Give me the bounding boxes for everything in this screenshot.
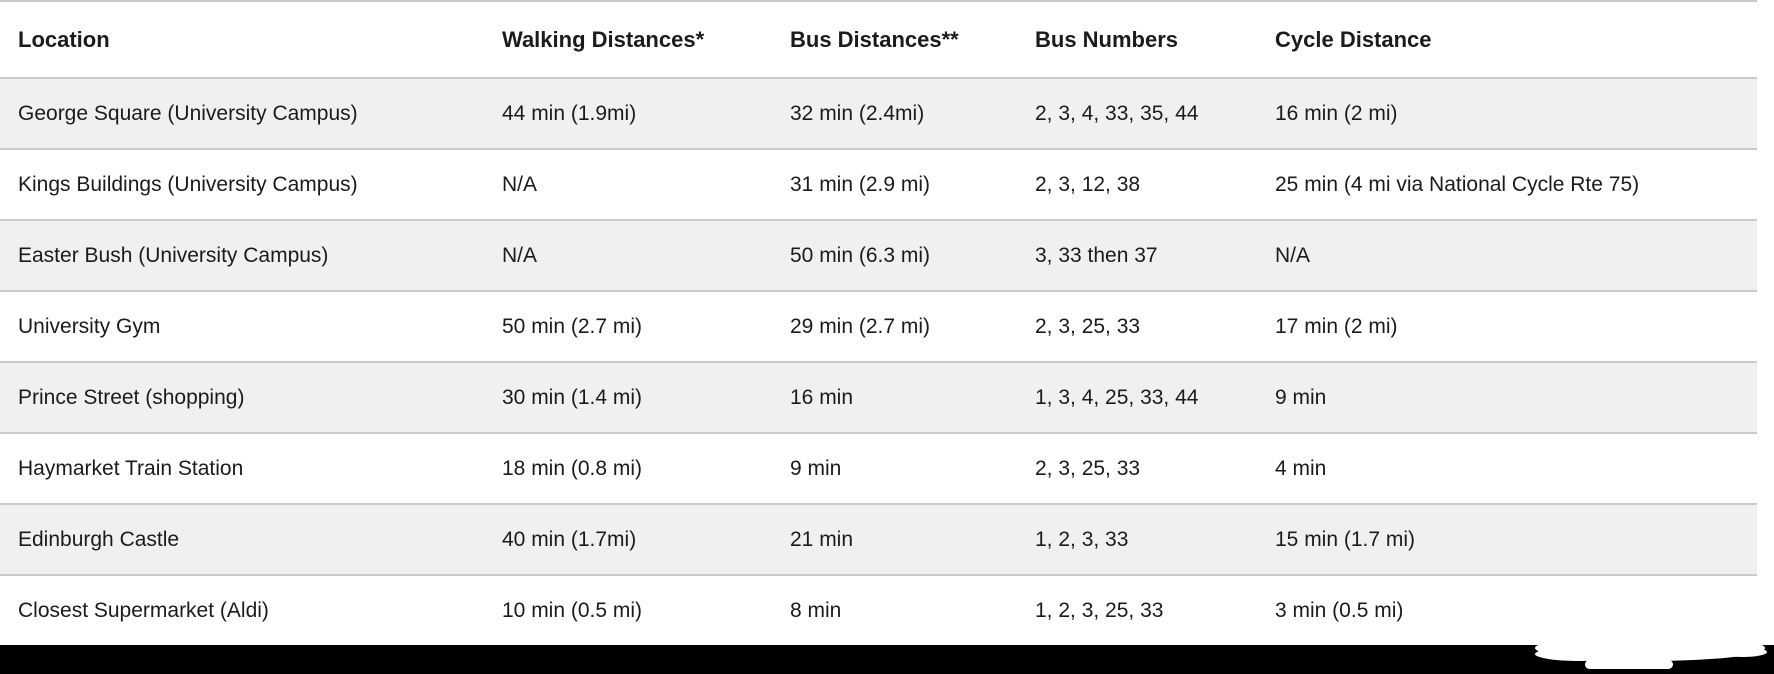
table-cell-location: George Square (University Campus) [0, 78, 484, 149]
table-cell-bus-numbers: 2, 3, 25, 33 [1017, 433, 1257, 504]
table-cell-walking-distance: 40 min (1.7mi) [484, 504, 772, 575]
table-cell-location: Easter Bush (University Campus) [0, 220, 484, 291]
table-cell-location: Haymarket Train Station [0, 433, 484, 504]
table-header-row [0, 1, 1757, 78]
column-header-location: Location [18, 26, 110, 52]
table-cell-bus-numbers: 2, 3, 12, 38 [1017, 149, 1257, 220]
table-cell-cycle-distance: 15 min (1.7 mi) [1257, 504, 1757, 575]
column-header-cycle-distance: Cycle Distance [1275, 26, 1432, 52]
table-cell-cycle-distance: 4 min [1257, 433, 1757, 504]
table-cell-bus-distance: 32 min (2.4mi) [772, 78, 1017, 149]
table-cell-walking-distance: 18 min (0.8 mi) [484, 433, 772, 504]
table-cell-cycle-distance: 9 min [1257, 362, 1757, 433]
column-header-bus-numbers: Bus Numbers [1035, 26, 1179, 52]
table-row [0, 433, 1757, 504]
table-cell-location: Kings Buildings (University Campus) [0, 149, 484, 220]
table-cell-location: Prince Street (shopping) [0, 362, 484, 433]
table-cell-walking-distance: N/A [484, 149, 772, 220]
table-cell-bus-distance: 8 min [772, 575, 1017, 645]
table-cell-location: Closest Supermarket (Aldi) [0, 575, 484, 645]
column-header-walking-distances: Walking Distances* [502, 26, 705, 52]
table-row [0, 149, 1757, 220]
bottom-black-bar [0, 645, 1774, 674]
table-cell-bus-numbers: 1, 2, 3, 33 [1017, 504, 1257, 575]
table-cell-bus-distance: 21 min [772, 504, 1017, 575]
table-cell-cycle-distance: 17 min (2 mi) [1257, 291, 1757, 362]
table-cell-bus-distance: 16 min [772, 362, 1017, 433]
table-row [0, 220, 1757, 291]
table-cell-bus-numbers: 2, 3, 4, 33, 35, 44 [1017, 78, 1257, 149]
table-cell-bus-distance: 9 min [772, 433, 1017, 504]
table-cell-cycle-distance: N/A [1257, 220, 1757, 291]
table-cell-bus-numbers: 2, 3, 25, 33 [1017, 291, 1257, 362]
table-cell-bus-numbers: 1, 2, 3, 25, 33 [1017, 575, 1257, 645]
table-cell-cycle-distance: 3 min (0.5 mi) [1257, 575, 1757, 645]
table-row [0, 291, 1757, 362]
table-cell-cycle-distance: 16 min (2 mi) [1257, 78, 1757, 149]
column-header-bus-distances: Bus Distances** [790, 26, 959, 52]
table-cell-location: Edinburgh Castle [0, 504, 484, 575]
table-cell-walking-distance: N/A [484, 220, 772, 291]
table-row [0, 575, 1757, 645]
table-cell-walking-distance: 50 min (2.7 mi) [484, 291, 772, 362]
table-cell-bus-numbers: 3, 33 then 37 [1017, 220, 1257, 291]
table-cell-bus-numbers: 1, 3, 4, 25, 33, 44 [1017, 362, 1257, 433]
table-cell-walking-distance: 44 min (1.9mi) [484, 78, 772, 149]
table-cell-walking-distance: 10 min (0.5 mi) [484, 575, 772, 645]
table-cell-location: University Gym [0, 291, 484, 362]
table-cell-walking-distance: 30 min (1.4 mi) [484, 362, 772, 433]
table-row [0, 362, 1757, 433]
table-cell-cycle-distance: 25 min (4 mi via National Cycle Rte 75) [1257, 149, 1757, 220]
table-row [0, 504, 1757, 575]
table-row [0, 78, 1757, 149]
table-cell-bus-distance: 31 min (2.9 mi) [772, 149, 1017, 220]
table-cell-bus-distance: 50 min (6.3 mi) [772, 220, 1017, 291]
table-cell-bus-distance: 29 min (2.7 mi) [772, 291, 1017, 362]
